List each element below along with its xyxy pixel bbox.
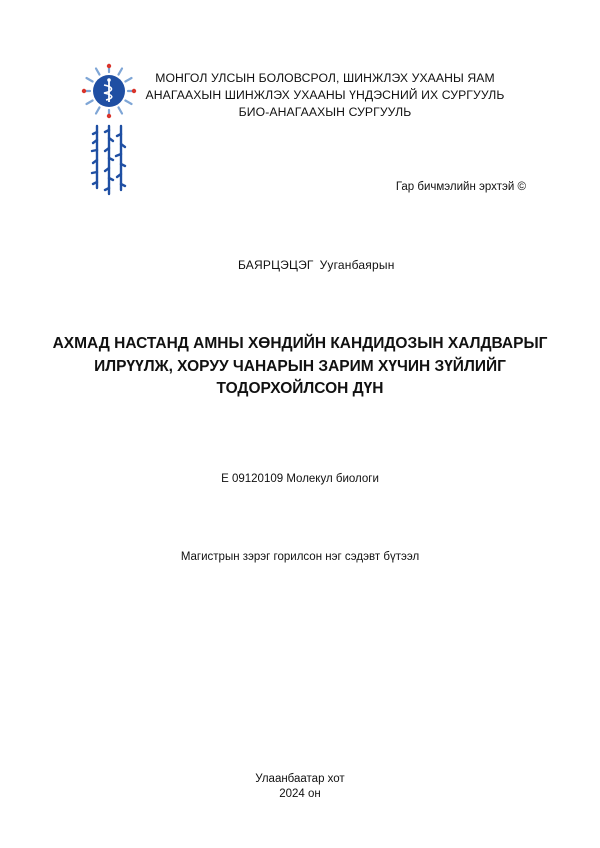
thesis-title — [40, 333, 560, 401]
author-name — [238, 258, 395, 272]
thesis-title-line-2: ИЛРҮҮЛЖ, ХОРУУ ЧАНАРЫН ЗАРИМ ХҮЧИН ЗҮЙЛИЙГ — [94, 357, 506, 375]
university-name: АНАГААХЫН ШИНЖЛЭХ УХААНЫ ҮНДЭСНИЙ ИХ СУРГУУЛЬ — [145, 88, 505, 102]
place-and-year — [0, 772, 600, 802]
copyright-note: Гар бичмэлийн эрхтэй © — [395, 181, 526, 193]
degree-statement: Магистрын зэрэг горилсон нэг сэдэвт бүтээл — [180, 551, 420, 563]
specialty-code: E 09120109 Молекул биологи — [221, 473, 379, 485]
author-given-name: Ууганбаярын — [319, 258, 395, 272]
thesis-title-line-1: АХМАД НАСТАНД АМНЫ ХӨНДИЙН КАНДИДОЗЫН ХАЛДВАРЫГ — [52, 335, 548, 352]
logo-sunburst — [82, 64, 136, 118]
year: 2024 он — [279, 788, 321, 800]
thesis-title-line-3: ТОДОРХОЙЛСОН ДҮН — [216, 380, 384, 397]
school-name: БИО-АНАГААХЫН СУРГУУЛЬ — [238, 105, 412, 119]
author-surname: БАЯРЦЭЦЭГ — [238, 258, 314, 272]
ministry-name: МОНГОЛ УЛСЫН БОЛОВСРОЛ, ШИНЖЛЭХ УХААНЫ ЯАМ — [155, 71, 495, 85]
university-logo-icon — [78, 60, 140, 198]
institution-header — [140, 70, 510, 121]
city: Улаанбаатар хот — [255, 773, 345, 785]
logo-mongolian-script — [92, 126, 125, 194]
